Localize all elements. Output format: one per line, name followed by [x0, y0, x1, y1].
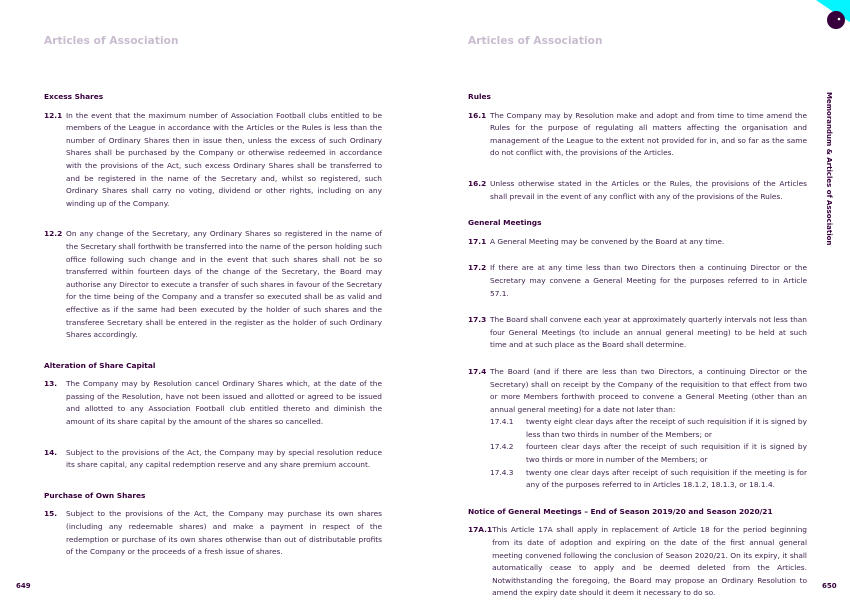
article-text: This Article 17A shall apply in replacement of Article 18 for the period beginning from its date of adoption and expiring on the date of the first annual general meeting convened following the conclusion of Season 2020/21. On its expiry, it shall automatically cease to apply and be deemed deleted from the Articles. Notwithstanding the foregoing, the Board may propose an Ordinary Resolution to amend the expiry date should it deem it necessary to do so. — [492, 525, 807, 598]
article-number: 16.1 — [468, 110, 487, 120]
article-15 — [44, 508, 382, 558]
article-16-2 — [468, 178, 807, 203]
article-text: Unless otherwise stated in the Articles or the Rules, the provisions of the Articles shall prevail in the event of any conflict with any of the provisions of the Rules. — [490, 178, 807, 201]
sub-article-number: 17.4.2 — [490, 442, 514, 452]
sub-article-text: twenty one clear days after receipt of such requisition if the meeting is for any of the purposes referred to in Articles 18.1.2, 18.1.3, or 18.1.4. — [526, 467, 807, 490]
sub-article-number: 17.4.1 — [490, 417, 514, 427]
section-heading-general-meetings: General Meetings — [468, 218, 542, 228]
article-number: 17.2 — [468, 263, 487, 273]
sub-article-number: 17.4.3 — [490, 467, 514, 477]
article-text: In the event that the maximum number of Association Football clubs entitled to be members of the League in accordance with the Articles or the Rules is less than the number of Ordinary Shares then in issue then, unless the excess of such Ordinary Shares shall be purchased by the Company or otherwise redeemed in accordance with the provisions of the Act, such excess Ordinary Shares shall be transferred to and be registered in the name of the Secretary and, whilst so registered, such Ordinary Shares shall carry no voting, dividend or other rights, including on any winding up of the Company. — [66, 110, 382, 208]
right-column — [468, 91, 807, 600]
article-number: 17.1 — [468, 236, 487, 246]
article-number: 17.3 — [468, 315, 487, 325]
sub-article-text: twenty eight clear days after the receipt of such requisition if it is signed by less than two thirds in number of the Members; or — [526, 417, 807, 439]
section-heading-rules: Rules — [468, 92, 491, 101]
section-heading-notice: Notice of General Meetings – End of Season 2019/20 and Season 2020/21 — [468, 506, 773, 516]
section-heading-excess-shares: Excess Shares — [44, 92, 104, 101]
running-title: Articles of Association — [44, 35, 179, 47]
section-heading-purchase: Purchase of Own Shares — [44, 490, 146, 500]
article-17a-1 — [468, 524, 807, 600]
article-text: The Board shall convene each year at approximately quarterly intervals not less than four General Meetings (to include an annual general meeting) to be held at such time and at such place as the Board shall determine. — [490, 315, 807, 350]
article-12-1 — [44, 110, 382, 211]
article-text: Subject to the provisions of the Act, the Company may purchase its own shares (including any redeemable shares) and make a payment in respect of the redemption or purchase of its own shares otherwise than out of distributable profits of the Company or the proceeds of a fresh issue of shares. — [66, 509, 382, 557]
article-17-3 — [468, 314, 807, 352]
article-text: The Company may by Resolution make and adopt and from time to time amend the Rules for the purpose of regulating all matters affecting the organisation and management of the League to the extent not provided for in, and so far as the same do not conflict with, the provisions of the Articles. — [490, 110, 807, 158]
article-17-4-2 — [490, 441, 807, 466]
article-17-4 — [468, 366, 807, 416]
article-17-4-1 — [490, 416, 807, 441]
article-12-2 — [44, 228, 382, 341]
left-column — [44, 91, 382, 559]
article-number: 16.2 — [468, 178, 487, 188]
lion-crest-icon — [806, 0, 850, 40]
article-17-1 — [468, 236, 807, 249]
article-number: 17A.1 — [468, 525, 493, 535]
page-number: 650 — [822, 582, 837, 590]
sub-article-text: fourteen clear days after the receipt of such requisition if it is signed by two thirds or more in number of the Members; or — [526, 442, 807, 465]
right-page — [425, 0, 850, 603]
article-number: 14. — [44, 447, 58, 457]
article-number: 12.2 — [44, 229, 63, 239]
article-17-2 — [468, 262, 807, 300]
article-14 — [44, 447, 382, 472]
article-text: Subject to the provisions of the Act, the Company may by special resolution reduce its share capital, any capital redemption reserve and any share premium account. — [66, 447, 382, 470]
article-text: A General Meeting may be convened by the Board at any time. — [490, 236, 725, 246]
article-text: If there are at any time less than two Directors then a continuing Director or the Secretary may convene a General Meeting for the purposes referred to in Article 57.1. — [490, 263, 807, 298]
article-17-4-3 — [490, 467, 807, 492]
article-text: On any change of the Secretary, any Ordinary Shares so registered in the name of the Secretary shall forthwith be transferred into the name of the person holding such office following such change and in the event that such shares shall not be so transferred within fourteen days of the change of the Secretary, the Board may authorise any Director to execute a transfer of such shares in favour of the Secretary for the time being of the Company and a transfer so executed shall be as valid and effective as if the same had been executed by the holder of such shares and the transferee Secretary shall be entered in the register as the holder of such Ordinary Shares accordingly. — [66, 229, 382, 340]
article-number: 15. — [44, 509, 58, 519]
side-label-text: Memorandum & Articles of Association — [825, 92, 833, 246]
section-heading-alteration: Alteration of Share Capital — [44, 360, 156, 370]
page-number: 649 — [16, 582, 31, 590]
running-title: Articles of Association — [468, 35, 603, 47]
article-13 — [44, 378, 382, 428]
article-number: 12.1 — [44, 110, 63, 120]
article-16-1 — [468, 110, 807, 160]
side-label — [822, 92, 834, 246]
article-text: The Company may by Resolution cancel Ordinary Shares which, at the date of the passing of the Resolution, have not been issued and allotted or agreed to be issued and allotted to any Association Football club entitled thereto and diminish the amount of its share capital by the amount of the shares so cancelled. — [66, 379, 382, 427]
article-text: The Board (and if there are less than two Directors, a continuing Director or the Secretary) shall on receipt by the Company of the requisition to that effect from two or more Members forthwith proceed to convene a General Meeting (other than an annual general meeting) for a date not later than: — [490, 366, 807, 414]
article-number: 13. — [44, 379, 58, 389]
article-number: 17.4 — [468, 366, 487, 376]
